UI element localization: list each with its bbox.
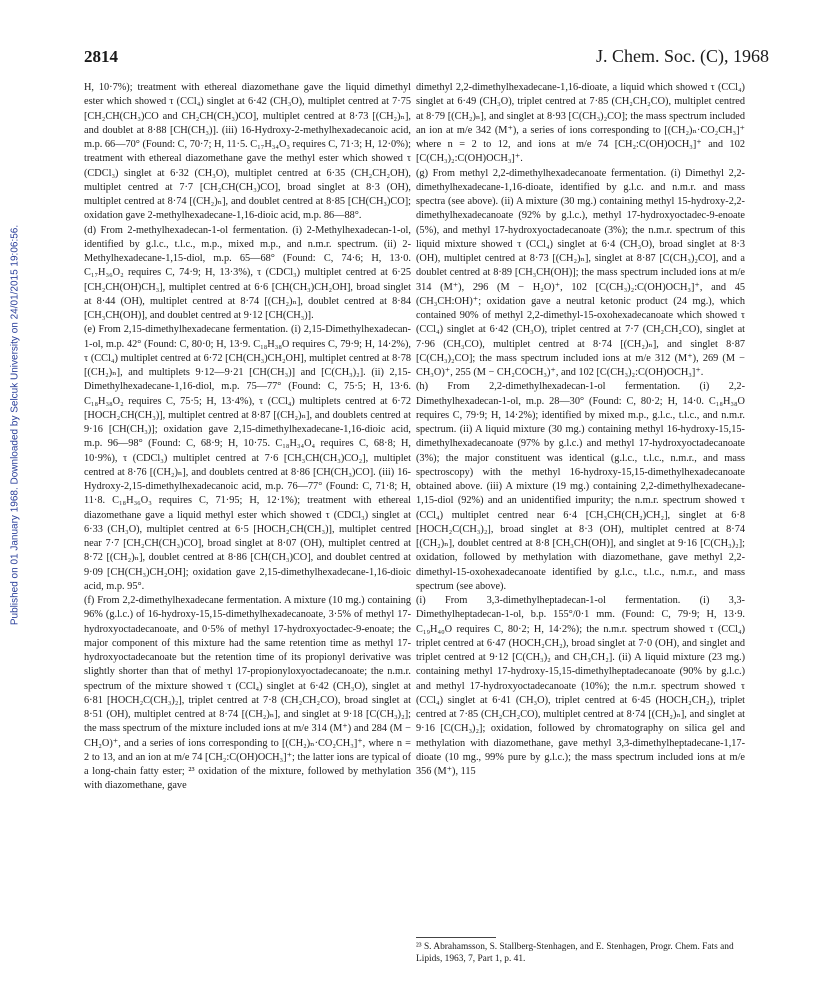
paragraph: (f) From 2,2-dimethylhexadecane fermentation. A mixture (10 mg.) containing 96% (g.l.c.) of 16-hydroxy-15,15-dimethylhexadecanoate, 3·5% of methyl 17-hydroxyoctadecanoate, and 0·5% of methyl 17-hydroxyoctadec-9-enoate; the major component of this mixture had the same retention time as methyl 17-hydroxyoctadecanoate but the retention time of its propionyl derivative was slightly shorter than that of methyl 17-propionyloxyoctadecanoate; the n.m.r. spectrum of the mixture showed τ (CCl₄) singlet at 6·42 (CH₃O), singlet at 6·81 [HOCH₂C(CH₃)₂], triplet centred at 7·8 (CH₂CH₂CO), broad singlet at 8·51 (OH), multiplet centred at 8·74 [(CH₂)ₙ], and singlet at 9·18 [C(CH₃)₂]; the mass spectrum of the mixture included ions at m/e 314 (M⁺) and 284 (M − CH₂O)⁺, and a series of ions corresponding to [(CH₂)ₙ·CO₂CH₃]⁺, where n = 2 to 13, and an ion at m/e 74 [CH₂:C(OH)OCH₃]⁺; the latter ions are typical of a long-chain fatty ester; ²³ oxidation of the mixture, followed by methylation with diazomethane, gave xyxy=(84,595,411,792)
journal-header: J. Chem. Soc. (C), 1968 xyxy=(596,46,769,66)
right-column xyxy=(416,81,745,779)
left-column xyxy=(84,81,411,794)
paragraph: dimethyl 2,2-dimethylhexadecane-1,16-dioate, a liquid which showed τ (CCl₄) singlet at 6·49 (CH₃O), triplet centred at 7·85 (CH₂CH₂CO), multiplet centred at 8·79 [(CH₂)ₙ], and singlet at 8·93 [C(CH₃)₂CO]; the mass spectrum included an ion at m/e 342 (M⁺), a series of ions corresponding to [(CH₂)ₙ·CO₂CH₃]⁺ where n = 2 to 12, and ions at m/e 74 [CH₂:C(OH)OCH₃]⁺ and 102 [C(CH₃)₂:C(OH)OCH₃]⁺. xyxy=(416,82,745,165)
footnote: ²³ S. Abrahamsson, S. Stallberg-Stenhagen, and E. Stenhagen, Progr. Chem. Fats and Lipids, 1963, 7, Part 1, p. 41. xyxy=(416,942,734,964)
paragraph: (g) From methyl 2,2-dimethylhexadecanoate fermentation. (i) Dimethyl 2,2-dimethylhexadecane-1,16-dioate, identified by g.l.c. and n.m.r. and mass spectra (see above). (ii) A mixture (30 mg.) containing methyl 15-hydroxy-2,2-dimethylhexadecanoate (92% by g.l.c.), methyl 17-hydroxyoctadec-9-enoate (5%), and methyl 17-hydroxyoctadecanoate (3%); the n.m.r. spectrum of this liquid mixture showed τ (CCl₄) singlet at 6·4 (CH₃O), broad singlet at 8·3 (OH), multiplet centred at 8·73 [(CH₂)ₙ], singlet at 8·87 [C(CH₃)₂CO], and a doublet centred at 8·89 [CH₃CH(OH)]; the mass spectrum included ions at m/e 314 (M⁺), 296 (M − H₂O)⁺, 102 [C(CH₃)₂:C(OH)OCH₃]⁺, and 45 (CH₃CH:OH)⁺; oxidation gave a neutral ketonic product (24 mg.), which contained 90% of methyl 2,2-dimethyl-15-oxohexadecanoate which showed τ (CCl₄) singlet at 6·42 (CH₃O), triplet centred at 7·7 (CH₂CH₂CO), singlet at 7·96 (CH₃CO), multiplet centred at 8·74 [(CH₂)ₙ], and singlet 8·87 [C(CH₃)₂CO]; the mass spectrum included ions at m/e 312 (M⁺), 269 (M − CH₃O)⁺, 255 (M − CH₂COCH₃)⁺, and 102 [C(CH₃)₂:C(OH)OCH₃]⁺. xyxy=(416,167,745,378)
footnote-divider xyxy=(416,937,496,938)
paragraph: H, 10·7%); treatment with ethereal diazomethane gave the liquid dimethyl ester which showed τ (CCl₄) singlet at 6·42 (CH₃O), multiplet centred at 7·75 [CH₂CH(CH₃)CO and CH₂CH(CH₃)CO], multiplet centred at 8·73 [(CH₂)ₙ], and doublet at 8·88 [CH(CH₃)]. (iii) 16-Hydroxy-2-methylhexadecanoic acid, m.p. 66—70° (Found: C, 70·7; H, 11·5. C₁₇H₃₄O₃ requires C, 71·3; H, 12·0%); treatment with ethereal diazomethane gave the methyl ester which showed τ (CDCl₃) singlet at 6·32 (CH₃O), multiplet centred at 6·35 (CH₂CH₂OH), multiplet centred at 7·7 [CH₂CH(CH₃)CO], broad singlet at 8·3 (OH), multiplet centred at 8·74 [(CH₂)ₙ], and doublet centred at 8·85 [CH(CH₃)CO]; oxidation gave 2-methylhexadecane-1,16-dioic acid, m.p. 86—88°. xyxy=(84,82,411,222)
paragraph: (d) From 2-methylhexadecan-1-ol fermentation. (i) 2-Methylhexadecan-1-ol, identified by g.l.c., t.l.c., m.p., mixed m.p., and n.m.r. spectrum. (ii) 2-Methylhexadecane-1,15-diol, m.p. 65—68° (Found: C, 74·6; H, 13·0. C₁₇H₃₆O₂ requires C, 74·9; H, 13·3%), τ (CDCl₃) multiplet centred at 6·25 [CH₂CH(OH)CH₃], multiplet centred at 6·6 [CH(CH₃)CH₂OH], broad singlet at 8·44 (OH), multiplet centred at 8·74 [(CH₂)ₙ], doublet centred at 8·84 [CH₃CH(OH)], and doublet centred at 9·12 [CH(CH₃)]. xyxy=(84,224,411,321)
download-notice xyxy=(8,210,22,640)
paragraph: (e) From 2,15-dimethylhexadecane fermentation. (i) 2,15-Dimethylhexadecan-1-ol, m.p. 42° (Found: C, 80·0; H, 13·9. C₁₈H₃₈O requires C, 79·9; H, 14·2%), τ (CCl₄) multiplet centred at 6·72 [CH(CH₃)CH₂OH], multiplet centred at 8·78 [(CH₂)ₙ], and multiplets 9·12—9·21 [CH(CH₃)] and [C(CH₃)₂]. (ii) 2,15-Dimethylhexadecane-1,16-diol, m.p. 75—77° (Found: C, 75·5; H, 13·6. C₁₈H₃₈O₂ requires C, 75·5; H, 13·4%), τ (CCl₄) multiplets centred at 6·72 [HOCH₂CH(CH₃)], multiplet centred at 8·87 [(CH₂)ₙ], and doublets centred at 9·16 [CH(CH₃)]; oxidation gave 2,15-dimethylhexadecane-1,16-dioic acid, m.p. 96—98° (Found: C, 68·9; H, 10·75. C₁₈H₃₄O₄ requires C, 68·8; H, 10·9%), τ (CDCl₃) multiplet centred at 7·6 [CH₃CH(CH₃)CO₂], multiplet centred at 8·76 [(CH₂)ₙ], and doublets centred at 8·86 [CH(CH₃)CO]. (iii) 16-Hydroxy-2,15-dimethylhexadecanoic acid, m.p. 76—77° (Found: C, 71·8; H, 11·8. C₁₈H₃₆O₃ requires C, 71·95; H, 12·1%); treatment with ethereal diazomethane gave a liquid methyl ester which showed τ (CDCl₃) singlet at 6·33 (CH₃O), multiplet centred at 6·5 [HOCH₂CH(CH₃)], multiplet centred near 7·7 [CH₂CH(CH₃)CO], broad singlet at 8·07 (OH), multiplet centred at 8·72 [(CH₂)ₙ], doublet centred at 8·86 [CH(CH₃)CO], and doublet centred at 9·09 [CH(CH₃)CH₂OH]; oxidation gave 2,15-dimethylhexadecane-1,16-dioic acid, m.p. 95°. xyxy=(84,324,411,592)
paragraph: (h) From 2,2-dimethylhexadecan-1-ol fermentation. (i) 2,2-Dimethylhexadecan-1-ol, m.p. 28—30° (Found: C, 80·2; H, 14·0. C₁₈H₃₈O requires C, 79·9; H, 14·2%); identified by mixed m.p., g.l.c., t.l.c., and n.m.r. spectrum. (ii) A liquid mixture (30 mg.) containing methyl 16-hydroxy-15,15-dimethylhexadecanoate (97% by g.l.c.) and methyl 17-hydroxyoctadecanoate (3%); the major constituent was identical (g.l.c., t.l.c., n.m.r., and mass spectroscopy) with the methyl 16-hydroxy-15,15-dimethylhexadecanoate obtained above. (iii) A mixture (19 mg.) containing 2,2-dimethylhexadecane-1,15-diol (92%) and an unidentified impurity; the n.m.r. spectrum showed τ (CCl₄) multiplet centred near 6·4 [CH₃CH(CH₂)CH₂], singlet at 6·8 [HOCH₂C(CH₃)₂], broad singlet at 8·3 (OH), multiplet centred at 8·74 [(CH₂)ₙ], doublet centred at 8·8 [CH₃CH(OH)], and singlet at 9·16 [C(CH₃)₂]; oxidation, followed by methylation with diazomethane, gave methyl 2,2-dimethyl-15-oxohexadecanoate identified by g.l.c., t.l.c., n.m.r., and mass spectrum (see above). xyxy=(416,381,745,592)
page-number: 2814 xyxy=(84,47,118,66)
paragraph: (i) From 3,3-dimethylheptadecan-1-ol fermentation. (i) 3,3-Dimethylheptadecan-1-ol, b.p. 155°/0·1 mm. (Found: C, 79·9; H, 13·9. C₁₉H₄₀O requires C, 80·2; H, 14·2%); the n.m.r. spectrum showed τ (CCl₄) triplet centred at 6·47 (HOCH₂CH₂), broad singlet at 7·0 (OH), and singlet and triplet centred at 9·12 [C(CH₃)₂ and CH₃CH₂]. (ii) A liquid mixture (23 mg.) containing methyl 17-hydroxy-15,15-dimethylheptadecanoate (90% by g.l.c.) and methyl 17-hydroxyoctadecanoate (10%); the n.m.r. spectrum showed τ (CCl₄) singlet at 6·41 (CH₃O), triplet centred at 6·45 (HOCH₂CH₂), triplet centred at 7·85 (CH₂CH₂CO), multiplet centred at 8·74 [(CH₂)ₙ], and singlet at 9·16 [C(CH₃)₂]; oxidation, followed by chromatography on silica gel and methylation with diazomethane, gave methyl 3,3-dimethylheptadecane-1,17-dioate (10 mg., 99% pure by g.l.c.); the mass spectrum included ions at m/e 356 (M⁺), 115 xyxy=(416,595,745,777)
download-notice-text: Published on 01 January 1968. Downloaded by Selcuk University on 24/01/2015 19:06:56. xyxy=(9,224,21,626)
